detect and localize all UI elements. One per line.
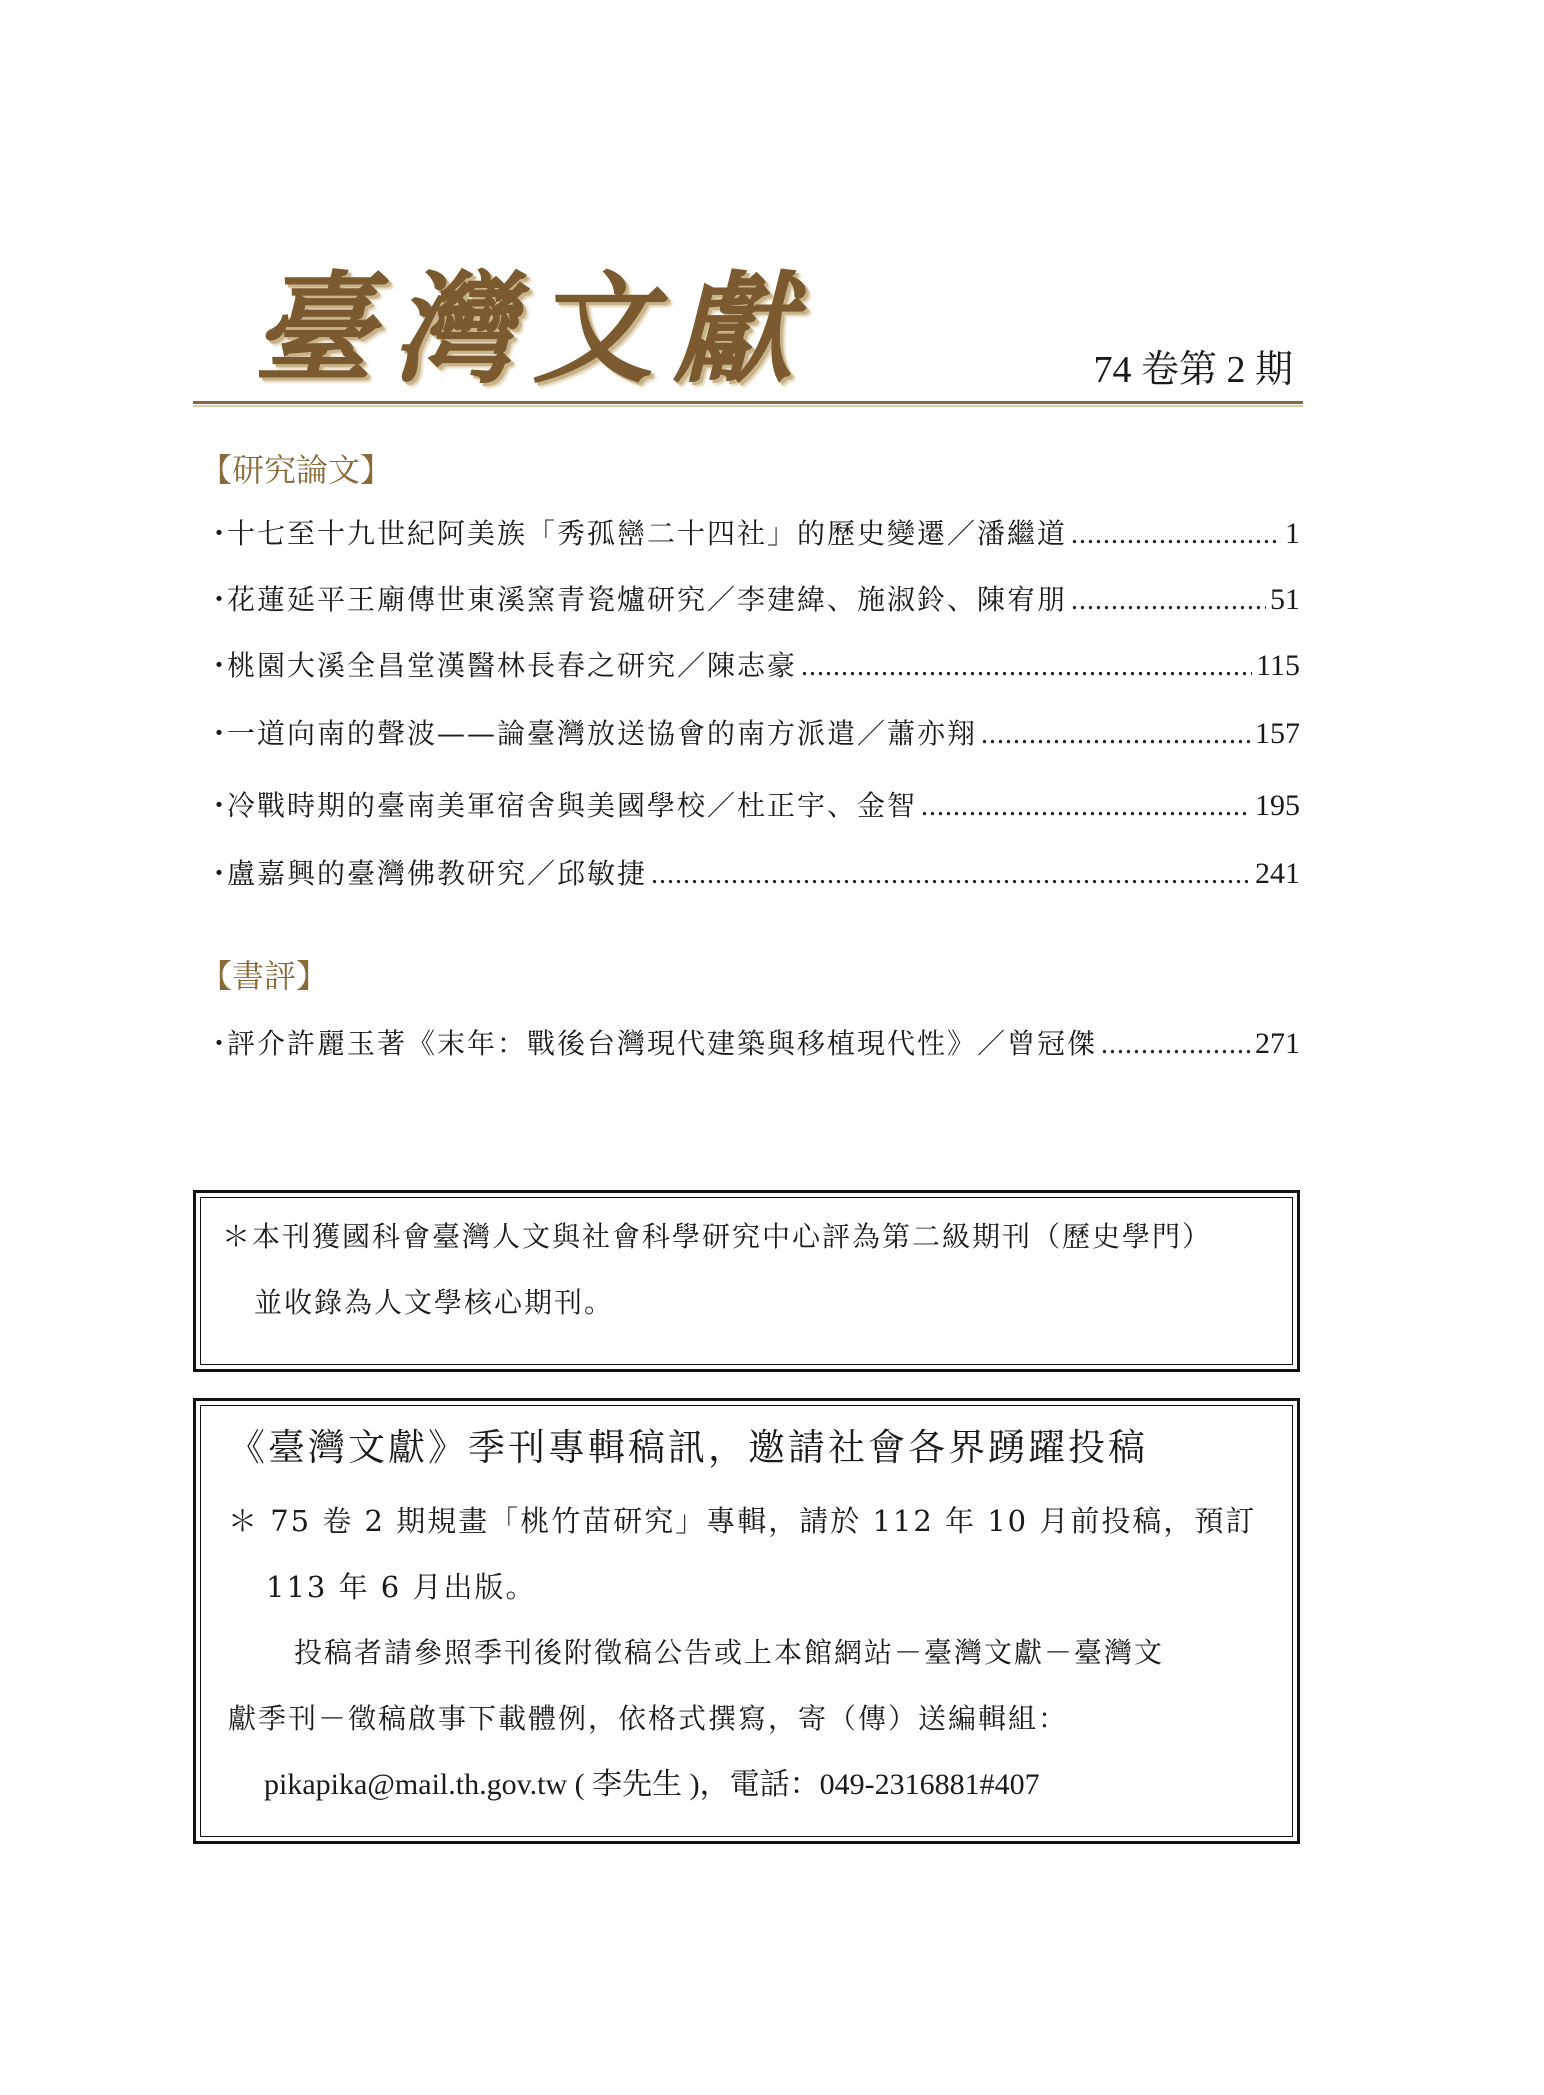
toc-leader-dots bbox=[921, 787, 1251, 827]
call-for-papers-box bbox=[193, 1398, 1300, 1844]
toc-bullet: ・ bbox=[205, 1027, 234, 1060]
toc-entry-title: 評介許麗玉著《末年：戰後台灣現代建築與移植現代性》／曾冠傑 bbox=[227, 1027, 1098, 1060]
toc-leader-dots bbox=[801, 647, 1252, 687]
toc-leader-dots bbox=[651, 855, 1251, 895]
toc-entry-title: 桃園大溪全昌堂漢醫林長春之研究／陳志豪 bbox=[227, 649, 798, 682]
contact-email-phone[interactable]: pikapika@mail.th.gov.tw ( 李先生 )，電話：049-2316881#407 bbox=[264, 1768, 1040, 1801]
call-for-papers-title: 《臺灣文獻》季刊專輯稿訊，邀請社會各界踴躍投稿 bbox=[228, 1426, 1148, 1469]
section-header-book-review: 【書評】 bbox=[200, 957, 329, 995]
call-line-4: 獻季刊－徵稿啟事下載體例，依格式撰寫，寄（傳）送編輯組： bbox=[228, 1702, 1069, 1735]
toc-entry-page: 241 bbox=[1255, 857, 1300, 890]
toc-entry[interactable] bbox=[205, 580, 1300, 620]
notice-line-2: 並收錄為人文學核心期刊。 bbox=[254, 1286, 615, 1319]
toc-entry-title: 一道向南的聲波——論臺灣放送協會的南方派遣／蕭亦翔 bbox=[227, 717, 978, 750]
toc-entry-page: 51 bbox=[1270, 583, 1300, 616]
toc-entry-title: 冷戰時期的臺南美軍宿舍與美國學校／杜正宇、金智 bbox=[227, 789, 918, 822]
toc-bullet: ・ bbox=[205, 517, 234, 550]
toc-leader-dots bbox=[1071, 515, 1281, 555]
toc-entry-page: 271 bbox=[1255, 1027, 1300, 1060]
toc-bullet: ・ bbox=[205, 857, 234, 890]
toc-entry-title: 十七至十九世紀阿美族「秀孤巒二十四社」的歷史變遷／潘繼道 bbox=[227, 517, 1068, 550]
call-line-3: 投稿者請參照季刊後附徵稿公告或上本館網站－臺灣文獻－臺灣文 bbox=[294, 1636, 1165, 1669]
section-header-research: 【研究論文】 bbox=[200, 451, 393, 489]
toc-entry-title: 盧嘉興的臺灣佛教研究／邱敏捷 bbox=[227, 857, 648, 890]
notice-line-1: ＊本刊獲國科會臺灣人文與社會科學研究中心評為第二級期刊（歷史學門） bbox=[222, 1220, 1213, 1253]
toc-entry[interactable] bbox=[205, 514, 1300, 554]
toc-entry[interactable] bbox=[205, 786, 1300, 826]
masthead-rule-shadow bbox=[193, 405, 1303, 407]
toc-leader-dots bbox=[1101, 1025, 1251, 1065]
call-line-1: ＊ 75 卷 2 期規畫「桃竹苗研究」專輯，請於 112 年 10 月前投稿，預訂 bbox=[228, 1504, 1257, 1538]
toc-entry-title: 花蓮延平王廟傳世東溪窯青瓷爐研究／李建緯、施淑鈴、陳宥朋 bbox=[227, 583, 1068, 616]
toc-bullet: ・ bbox=[205, 789, 234, 822]
issue-label: 74 卷第 2 期 bbox=[1093, 349, 1293, 391]
call-line-2: 113 年 6 月出版。 bbox=[266, 1570, 537, 1604]
masthead bbox=[193, 250, 1303, 410]
notice-box bbox=[193, 1190, 1300, 1372]
toc-leader-dots bbox=[1071, 581, 1266, 621]
toc-entry-page: 157 bbox=[1255, 717, 1300, 750]
toc-leader-dots bbox=[981, 715, 1251, 755]
toc-entry[interactable] bbox=[205, 1024, 1300, 1064]
toc-entry[interactable] bbox=[205, 646, 1300, 686]
toc-bullet: ・ bbox=[205, 583, 234, 616]
masthead-rule bbox=[193, 401, 1303, 404]
toc-entry[interactable] bbox=[205, 854, 1300, 894]
toc-bullet: ・ bbox=[205, 717, 234, 750]
toc-entry[interactable] bbox=[205, 714, 1300, 754]
toc-entry-page: 195 bbox=[1255, 789, 1300, 822]
toc-entry-page: 115 bbox=[1256, 649, 1300, 682]
journal-logo-title: 臺灣文獻 bbox=[253, 259, 813, 400]
toc-bullet: ・ bbox=[205, 649, 234, 682]
toc-entry-page: 1 bbox=[1285, 517, 1300, 550]
